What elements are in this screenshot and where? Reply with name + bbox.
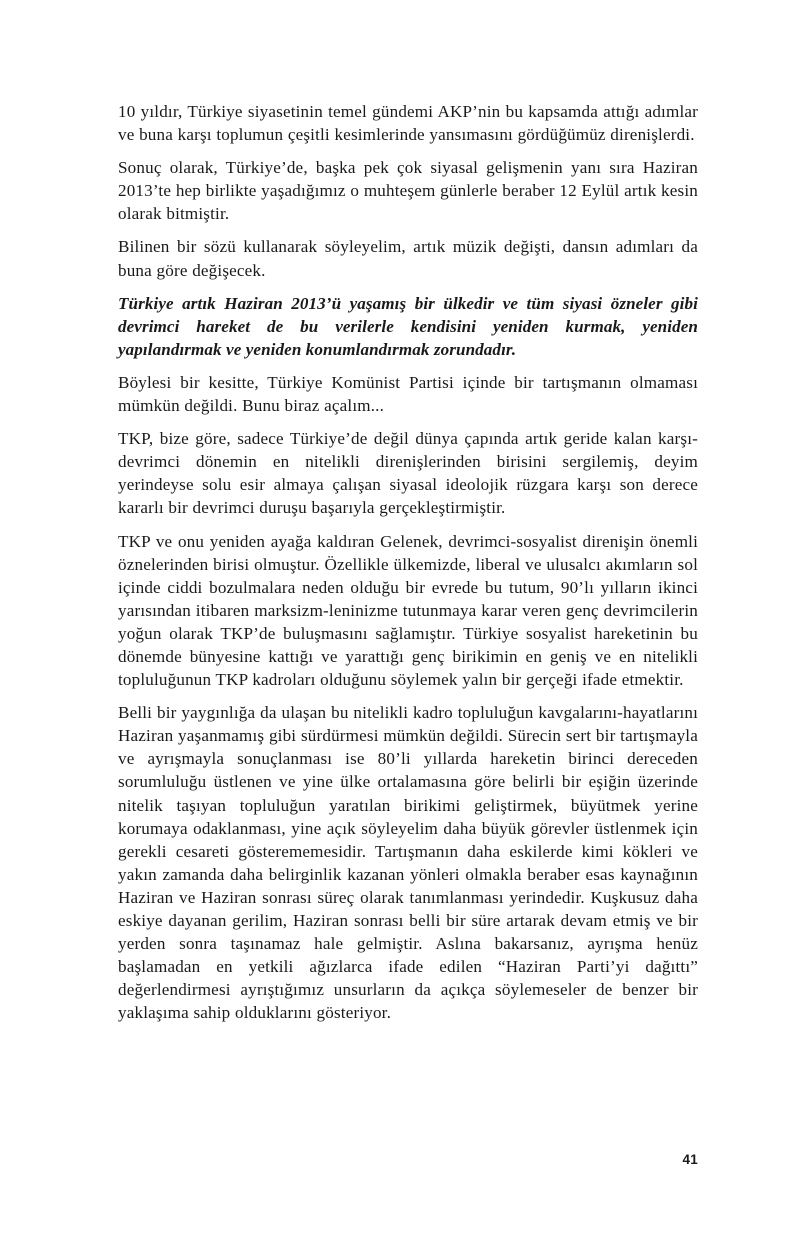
paragraph-6: TKP, bize göre, sadece Türkiye’de değil dünya çapında artık geride kalan karşı-devrimci dönemin en nitelikli direnişlerinden birisini sergilemiş, deyim yerindeyse solu esir almaya çalışan siyasal ideolojik rüzgara karşı son derece kararlı bir devrimci duruşu başarıyla gerçekleştirmiştir. bbox=[118, 429, 698, 518]
paragraph-4-emphasis: Türkiye artık Haziran 2013’ü yaşamış bir ülkedir ve tüm siyasi özneler gibi devrimci hareket de bu verilerle kendisini yeniden kurmak, yeniden yapılandırmak ve yeniden konumlandırmak zorundadır. bbox=[118, 293, 698, 359]
paragraph-1: 10 yıldır, Türkiye siyasetinin temel gündemi AKP’nin bu kapsamda attığı adımlar ve buna karşı toplumun çeşitli kesimlerinde yansımasını gördüğümüz direnişlerdi. bbox=[118, 102, 698, 145]
paragraph-5: Böylesi bir kesitte, Türkiye Komünist Partisi içinde bir tartışmanın olmaması mümkün değildi. Bunu biraz açalım... bbox=[118, 372, 698, 416]
paragraph-2: Sonuç olarak, Türkiye’de, başka pek çok siyasal gelişmenin yanı sıra Haziran 2013’te hep birlikte yaşadığımız o muhteşem günlerle beraber 12 Eylül artık kesin olarak bitmiştir. bbox=[118, 158, 698, 224]
page-number: 41 bbox=[682, 1152, 698, 1167]
paragraph-8: Belli bir yaygınlığa da ulaşan bu nitelikli kadro topluluğun kavgalarını-hayatlarını Haziran yaşanmamış gibi sürdürmesi mümkün değildi. Sürecin sert bir tartışmayla ve ayrışmayla sonuçlanması ise 80’li yıllarda hareketin birinci dereceden sorumluluğu üstlenen ve yine ülke ortalamasına göre belirli bir eşiğin üzerinde nitelik taşıyan topluluğun yaratılan birikimi geliştirmek, büyütmek yerine korumaya odaklanması, yine açık söyleyelim daha büyük görevler üstlenmek için gerekli cesareti gösterememesidir. Tartışmanın daha eskilerde kimi kökleri ve yakın zamanda daha belirginlik kazanan yönleri olmakla beraber esas kaynağının Haziran ve Haziran sonrası süreç olarak tanımlanması yerindedir. Kuşkusuz daha eskiye dayanan gerilim, Haziran sonrası belli bir süre artarak devam etmiş ve bir yerden sonra taşınamaz hale gelmiştir. Aslına bakarsanız, ayrışma henüz başlamadan en yetkili ağızlarca ifade edilen “Haziran Parti’yi dağıttı” değerlendirmesi ayrıştığımız unsurların da açıkça söylemeseler de benzer bir yaklaşıma sahip olduklarını gösteriyor. bbox=[118, 703, 698, 1023]
paragraph-7: TKP ve onu yeniden ayağa kaldıran Gelenek, devrimci-sosyalist direnişin önemli öznelerinden birisi olmuştur. Özellikle ülkemizde, liberal ve ulusalcı akımların sol içinde ciddi bozulmalara neden olduğu bir evrede bu tutum, 90’lı yılların ikinci yarısından itibaren marksizm-leninizme tutunmaya karar veren genç devrimcilerin yoğun olarak TKP’de buluşmasını sağlamıştır. Türkiye sosyalist hareketinin bu dönemde bünyesine kattığı ve yarattığı genç birikimin en geniş ve en nitelikli topluluğunun TKP kadroları olduğunu söylemek yalın bir gerçeği ifade etmektir. bbox=[118, 531, 698, 690]
paragraph-3: Bilinen bir sözü kullanarak söyleyelim, artık müzik değişti, dansın adımları da buna göre değişecek. bbox=[118, 237, 698, 280]
body-text-column bbox=[118, 100, 698, 1024]
